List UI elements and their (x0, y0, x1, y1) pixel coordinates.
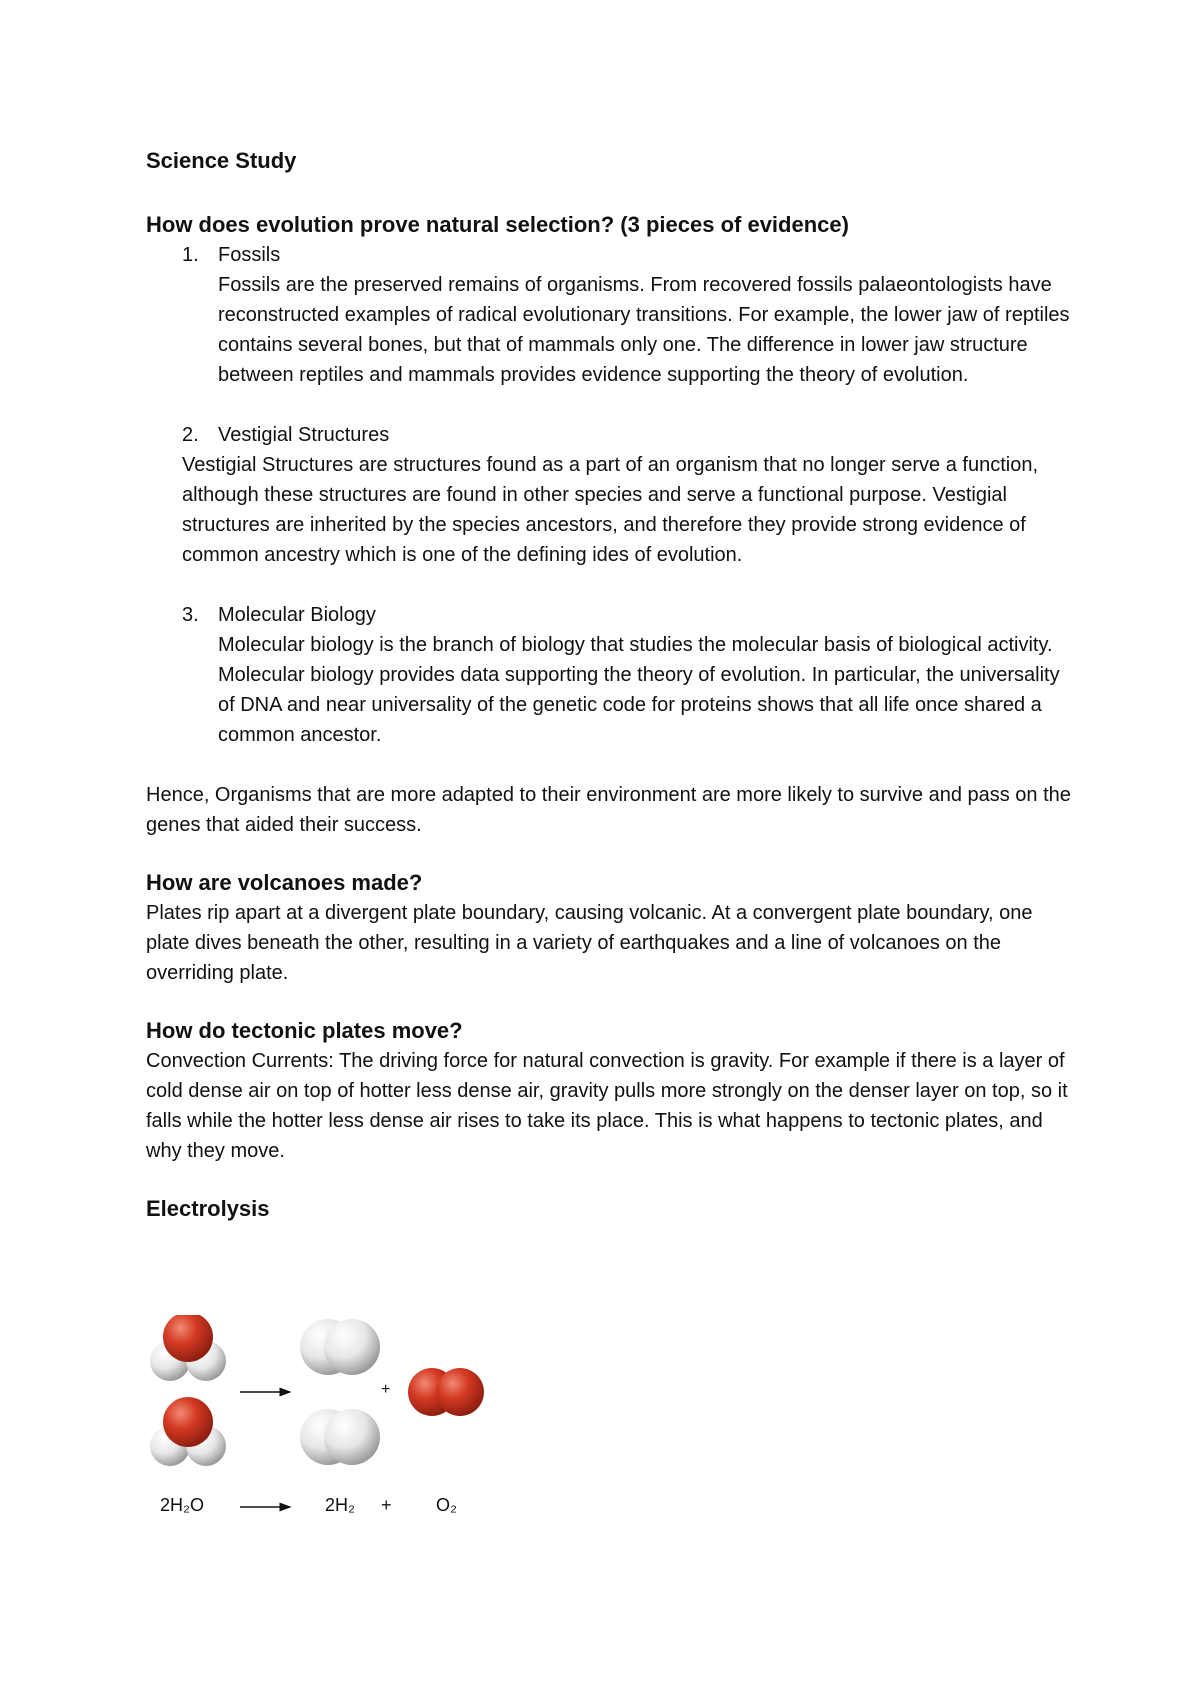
list-item-title: Vestigial Structures (218, 424, 390, 446)
list-item-body: Vestigial Structures are structures found as a part of an organism that no longer serve a function, although these structures are found in other species and serve a functional purpose. Vestigial structures are inherited by the species ancestors, and therefore they provide strong evidence of common ancestry which is one of the defining ides of evolution. (182, 454, 1039, 566)
equation-product-oxygen: O₂ (436, 1495, 457, 1515)
list-item-title: Fossils (218, 244, 281, 266)
equation-plus-sign: + (381, 1495, 392, 1515)
document-content (146, 146, 1076, 1224)
list-item (146, 600, 1076, 750)
list-item-number: 3. (182, 604, 199, 626)
water-molecule (150, 1315, 226, 1381)
hydrogen-molecule (300, 1409, 380, 1465)
list-item-title: Molecular Biology (218, 604, 376, 626)
list-item-number: 2. (182, 424, 199, 446)
evolution-conclusion: Hence, Organisms that are more adapted to their environment are more likely to survive and pass on the genes that aided their success. (146, 784, 1071, 836)
evidence-list (146, 240, 1076, 750)
list-item-body: Fossils are the preserved remains of organisms. From recovered fossils palaeontologists have reconstructed examples of radical evolutionary transitions. For example, the lower jaw of reptiles contains several bones, but that of mammals only one. The difference in lower jaw structure between reptiles and mammals provides evidence supporting the theory of evolution. (218, 274, 1070, 386)
question-heading-electrolysis: Electrolysis (146, 1196, 270, 1221)
question-heading-volcanoes: How are volcanoes made? (146, 870, 423, 895)
list-item-number: 1. (182, 244, 199, 266)
equation-reactant: 2H₂O (160, 1495, 204, 1515)
list-item (146, 420, 1076, 570)
oxygen-molecule (408, 1368, 484, 1416)
hydrogen-molecule (300, 1319, 380, 1375)
list-item-body: Molecular biology is the branch of biology that studies the molecular basis of biological activity. Molecular biology provides data supporting the theory of evolution. In particular, the universality of DNA and near universality of the genetic code for proteins shows that all life once shared a common ancestor. (218, 634, 1060, 746)
water-molecule (150, 1397, 226, 1466)
tectonic-plates-answer: Convection Currents: The driving force for natural convection is gravity. For example if there is a layer of cold dense air on top of hotter less dense air, gravity pulls more strongly on the denser layer on top, so it falls while the hotter less dense air rises to take its place. This is what happens to tectonic plates, and why they move. (146, 1050, 1068, 1162)
equation-product-hydrogen: 2H₂ (325, 1495, 355, 1515)
document-title: Science Study (146, 148, 297, 173)
question-heading-evolution: How does evolution prove natural selection? (3 pieces of evidence) (146, 212, 849, 237)
electrolysis-diagram (140, 1315, 560, 1545)
question-heading-tectonic-plates: How do tectonic plates move? (146, 1018, 463, 1043)
plus-sign-molecules: + (381, 1381, 391, 1398)
list-item (146, 240, 1076, 390)
volcanoes-answer: Plates rip apart at a divergent plate boundary, causing volcanic. At a convergent plate boundary, one plate dives beneath the other, resulting in a variety of earthquakes and a line of volcanoes on the overriding plate. (146, 902, 1033, 984)
